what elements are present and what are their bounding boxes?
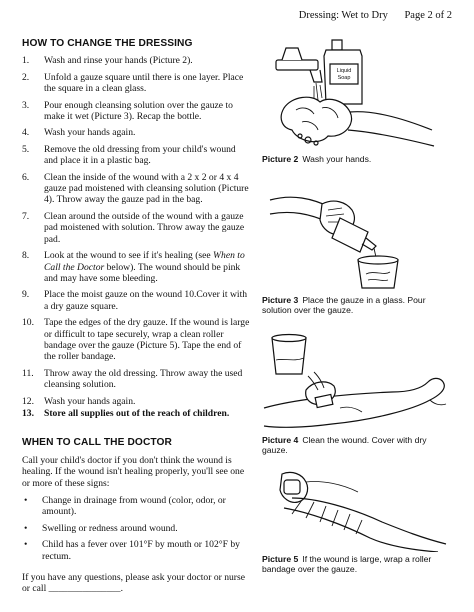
call-doctor-heading: WHEN TO CALL THE DOCTOR (22, 437, 173, 449)
hand-washing-illustration (262, 38, 452, 150)
list-item: 12. Wash your hands again. (22, 395, 136, 407)
soap-label-line1: Liquid (336, 68, 352, 74)
document-title: Dressing: Wet to Dry (298, 10, 388, 21)
soap-label-line2: Soap (337, 75, 351, 81)
list-item: 8. Look at the wound to see if it's healing (see When to Call the Doctor below). The wound should be pink and may have some bleeding. (22, 250, 245, 284)
list-item: 1. Wash and rinse your hands (Picture 2). (22, 55, 193, 67)
left-column (22, 38, 250, 601)
picture-3-label: Picture 3 (262, 295, 299, 305)
picture-5-text: If the wound is large, wrap a roller bandage over the gauze. (262, 554, 432, 575)
page-header (299, 10, 452, 21)
roller-bandage-illustration (262, 468, 452, 552)
signs-list (22, 495, 250, 562)
change-dressing-heading: HOW TO CHANGE THE DRESSING (22, 38, 193, 49)
steps-list (22, 55, 250, 419)
pour-solution-illustration (262, 180, 452, 290)
picture-4-caption (262, 435, 452, 456)
list-item: • Child has a fever over 101°F by mouth or 102°F by rectum. (24, 539, 240, 562)
list-item: 3. Pour enough cleansing solution over the gauze to make it wet (Picture 3). Recap the bottle. (22, 99, 233, 123)
list-item: 4. Wash your hands again. (22, 127, 136, 139)
picture-5-caption (262, 554, 452, 575)
list-item: 6. Clean the inside of the wound with a 2 x 2 or 4 x 4 gauze pad moistened with cleansing solution (Picture 4). Throw away the gauze pad in the bag. (22, 171, 249, 206)
clean-wound-illustration (262, 330, 452, 434)
list-item: 13. Store all supplies out of the reach of children. (22, 407, 230, 419)
list-item: 10. Tape the edges of the dry gauze. If the wound is large or difficult to tape securely, wrap a clean roller bandage over the gauze (Picture 5). Tape the end of the roller bandage. (22, 317, 250, 363)
bullet-icon: • (24, 539, 28, 551)
page-number: Page 2 of 2 (404, 10, 452, 21)
picture-4-text: Clean the wound. Cover with dry gauze. (262, 435, 427, 456)
picture-2-text: Wash your hands. (302, 154, 372, 164)
picture-2-label: Picture 2 (262, 154, 299, 164)
list-item: 11. Throw away the old dressing. Throw away the used cleansing solution. (22, 367, 243, 391)
picture-3-text: Place the gauze in a glass. Pour solution over the gauze. (262, 295, 426, 316)
call-doctor-intro: Call your child's doctor if you don't think the wound is healing. If the wound isn't healing properly, you'll see one or more of these signs: (22, 454, 245, 489)
picture-5-label: Picture 5 (262, 554, 299, 564)
bullet-icon: • (24, 522, 28, 534)
picture-2-caption (262, 154, 452, 164)
list-item: • Change in drainage from wound (color, odor, or amount). (24, 495, 226, 518)
list-item: 9. Place the moist gauze on the wound 10.Cover it with a dry gauze square. (22, 289, 248, 312)
closing-text: If you have any questions, please ask your doctor or nurse or call _______________. (22, 572, 245, 595)
bullet-icon: • (24, 495, 28, 506)
picture-4-label: Picture 4 (262, 435, 299, 445)
picture-3-caption (262, 295, 452, 316)
italic-reference: When to Call the Doctor (44, 250, 245, 273)
list-item: 7. Clean around the outside of the wound with a gauze pad moistened with solution. Throw away the gauze pad. (22, 210, 245, 245)
list-item: 5. Remove the old dressing from your child's wound and place it in a plastic bag. (22, 143, 236, 167)
list-item: 2. Unfold a gauze square until there is one layer. Place the square in a clean glass. (22, 71, 244, 95)
list-item: • Swelling or redness around wound. (24, 522, 178, 534)
